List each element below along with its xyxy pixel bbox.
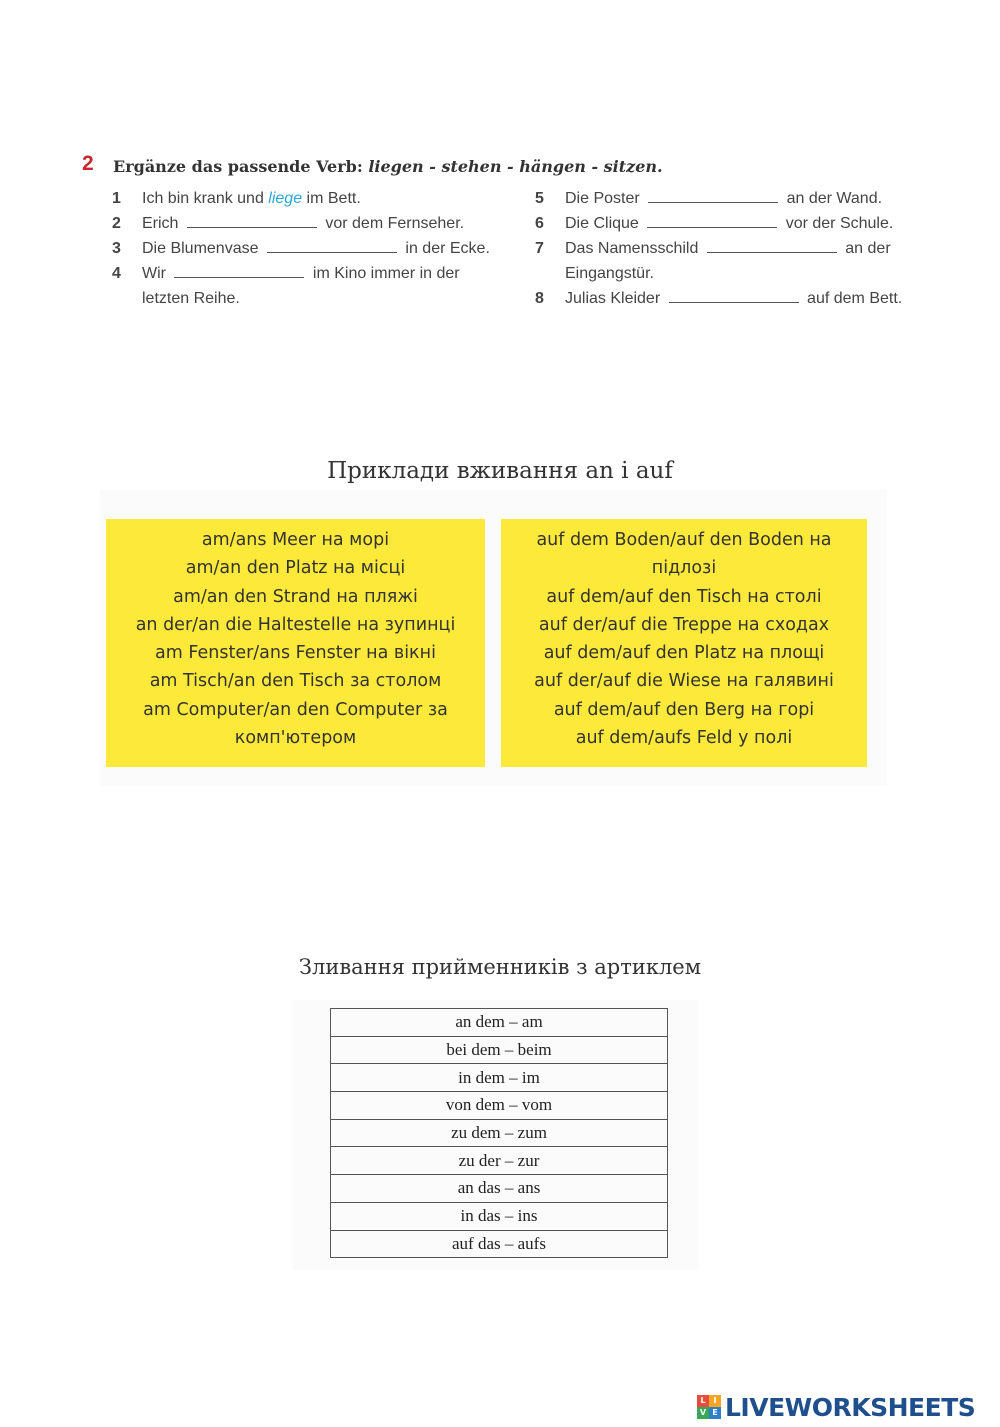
table-row [331, 1092, 668, 1120]
auf-example-line: auf dem/auf den Platz на площі [543, 643, 825, 664]
exercise-number: 2 [82, 152, 94, 175]
exercise-item-7 [533, 236, 913, 286]
item-text-before: Ich bin krank und [142, 190, 269, 207]
item-text-after: vor dem Fernseher. [320, 215, 465, 232]
exercise-instruction: Ergänze das passende Verb: [113, 157, 369, 176]
item-number: 3 [112, 240, 121, 257]
an-example-line: am Computer/an den Computer за [143, 699, 448, 720]
item-number: 5 [535, 190, 544, 207]
exercise-column-right [533, 186, 913, 311]
table-cell: zu der – zur [331, 1147, 668, 1175]
logo-letter: V [697, 1407, 709, 1419]
auf-example-line: auf dem/auf den Tisch на столі [546, 586, 822, 607]
table-row [331, 1036, 668, 1064]
an-example-line: am/ans Meer на морі [201, 530, 390, 550]
item-text-after: an der Wand. [782, 190, 883, 207]
section-title-contractions: Зливання прийменників з артиклем [298, 955, 702, 979]
item-text-after: an der Eingangstür. [565, 240, 891, 282]
brand-name: LIVEWORKSHEETS [725, 1392, 976, 1422]
an-example-line: am/an den Platz на місці [185, 558, 406, 579]
exercise-item-4 [110, 261, 490, 311]
an-example-line: am/an den Strand на пляжі [173, 586, 418, 607]
answer-blank[interactable] [669, 288, 799, 303]
table-cell: auf das – aufs [331, 1230, 668, 1258]
table-row [331, 1175, 668, 1203]
item-text-after: im Kino immer in der letzten Reihe. [142, 265, 460, 307]
table-cell: in dem – im [331, 1064, 668, 1092]
auf-example-line: auf dem Boden/auf den Boden на [536, 530, 832, 550]
auf-example-line: підлозі [651, 558, 717, 579]
answer-blank[interactable] [174, 263, 304, 278]
item-text-before: Die Clique [565, 215, 644, 232]
auf-example-line: auf der/auf die Treppe на сходах [538, 614, 830, 635]
exercise-column-left [110, 186, 490, 311]
auf-example-line: auf der/auf die Wiese на галявині [534, 671, 834, 692]
exercise-item-8 [533, 286, 913, 311]
auf-example-line: auf dem/aufs Feld у полі [575, 728, 793, 749]
item-text-after: in der Ecke. [400, 240, 490, 257]
example-answer: liege [268, 190, 303, 207]
answer-blank[interactable] [647, 213, 777, 228]
exercise-title [113, 157, 663, 176]
item-text-after: auf dem Bett. [802, 290, 903, 307]
an-examples-box [106, 519, 485, 767]
contractions-table [330, 1008, 668, 1258]
answer-blank[interactable] [707, 238, 837, 253]
table-cell: an dem – am [331, 1009, 668, 1037]
item-number: 1 [112, 190, 121, 207]
item-text-before: Wir [142, 265, 171, 282]
an-example-line: комп'ютером [234, 728, 357, 749]
item-number: 4 [112, 265, 121, 282]
table-cell: an das – ans [331, 1175, 668, 1203]
an-example-line: am Fenster/ans Fenster на вікні [155, 643, 436, 664]
liveworksheets-logo[interactable] [697, 1392, 975, 1422]
exercise-item-6 [533, 211, 913, 236]
table-row [331, 1064, 668, 1092]
item-text-after: vor der Schule. [781, 215, 894, 232]
exercise-item-5 [533, 186, 913, 211]
answer-blank[interactable] [187, 213, 317, 228]
liveworksheets-icon [697, 1395, 721, 1419]
item-text-before: Julias Kleider [565, 290, 665, 307]
item-number: 7 [535, 240, 544, 257]
table-row [331, 1202, 668, 1230]
exercise-header [80, 150, 920, 184]
logo-letter: E [709, 1407, 721, 1419]
exercise-verb-list: liegen - stehen - hängen - sitzen. [368, 157, 663, 176]
exercise-item-3 [110, 236, 490, 261]
table-cell: zu dem – zum [331, 1119, 668, 1147]
item-text-before: Die Blumenvase [142, 240, 263, 257]
table-cell: von dem – vom [331, 1092, 668, 1120]
logo-letter: L [697, 1395, 709, 1407]
item-number: 6 [535, 215, 544, 232]
table-cell: bei dem – beim [331, 1036, 668, 1064]
section-title-an-auf: Приклади вживання an і auf [327, 458, 673, 484]
table-row [331, 1119, 668, 1147]
auf-example-line: auf dem/auf den Berg на горі [553, 699, 815, 720]
table-row [331, 1230, 668, 1258]
item-text-before: Die Poster [565, 190, 645, 207]
table-row [331, 1147, 668, 1175]
item-text-before: Das Namensschild [565, 240, 703, 257]
item-number: 8 [535, 290, 544, 307]
answer-blank[interactable] [267, 238, 397, 253]
exercise-2 [80, 150, 920, 307]
auf-examples-box [501, 519, 867, 767]
table-cell: in das – ins [331, 1202, 668, 1230]
an-example-line: an der/an die Haltestelle на зупинці [135, 614, 456, 635]
exercise-item-1 [110, 186, 490, 211]
item-text-before: Erich [142, 215, 183, 232]
exercise-item-2 [110, 211, 490, 236]
item-text-after: im Bett. [302, 190, 361, 207]
answer-blank[interactable] [648, 188, 778, 203]
logo-letter: I [709, 1395, 721, 1407]
table-row [331, 1009, 668, 1037]
an-example-line: am Tisch/an den Tisch за столом [149, 671, 442, 692]
item-number: 2 [112, 215, 121, 232]
